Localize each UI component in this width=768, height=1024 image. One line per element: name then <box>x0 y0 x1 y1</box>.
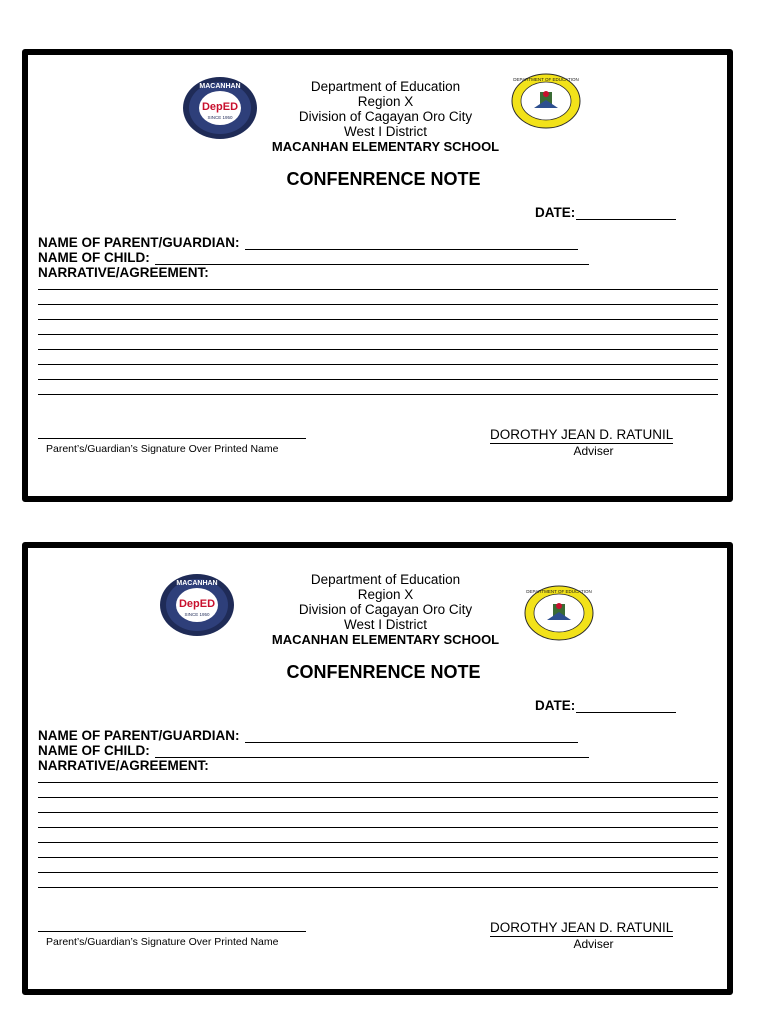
narrative-line[interactable] <box>38 289 718 290</box>
adviser-role: Adviser <box>573 937 614 951</box>
child-blank[interactable] <box>155 745 589 758</box>
school-seal-logo <box>158 572 236 638</box>
date-label: DATE: <box>535 205 576 220</box>
school-seal-logo <box>181 75 259 141</box>
narrative-label: NARRATIVE/AGREEMENT: <box>38 758 209 773</box>
narrative-line[interactable] <box>38 827 718 828</box>
narrative-label: NARRATIVE/AGREEMENT: <box>38 265 209 280</box>
seal-small-text: SINCE 1950 <box>184 612 210 617</box>
deped-seal-logo <box>523 584 595 642</box>
narrative-line[interactable] <box>38 782 718 783</box>
child-field[interactable] <box>38 743 589 758</box>
seal-top-text: MACANHAN <box>176 580 218 587</box>
adviser-role: Adviser <box>573 444 614 458</box>
narrative-line[interactable] <box>38 379 718 380</box>
narrative-line[interactable] <box>38 304 718 305</box>
parent-blank[interactable] <box>245 730 578 743</box>
narrative-line[interactable] <box>38 394 718 395</box>
narrative-line[interactable] <box>38 857 718 858</box>
narrative-line[interactable] <box>38 842 718 843</box>
adviser-name: DOROTHY JEAN D. RATUNIL <box>490 427 674 442</box>
signature-caption: Parent’s/Guardian’s Signature Over Printed Name <box>46 936 279 948</box>
narrative-line[interactable] <box>38 887 718 888</box>
child-field[interactable] <box>38 250 589 265</box>
parent-field[interactable] <box>38 728 578 743</box>
letterhead-region: Region X <box>357 587 414 602</box>
date-label: DATE: <box>535 698 576 713</box>
seal-small-text: SINCE 1950 <box>207 115 233 120</box>
deped-ring-text: DEPARTMENT OF EDUCATION <box>526 589 592 594</box>
narrative-line[interactable] <box>38 319 718 320</box>
date-field[interactable] <box>535 205 676 220</box>
letterhead-region: Region X <box>357 94 414 109</box>
seal-top-text: MACANHAN <box>199 83 241 90</box>
parent-label: NAME OF PARENT/GUARDIAN: <box>38 728 240 743</box>
parent-field[interactable] <box>38 235 578 250</box>
note-title: CONFENRENCE NOTE <box>286 662 481 682</box>
narrative-line[interactable] <box>38 797 718 798</box>
letterhead-division: Division of Cagayan Oro City <box>298 602 473 617</box>
child-blank[interactable] <box>155 252 589 265</box>
deped-seal-logo <box>510 72 582 130</box>
signature-line[interactable] <box>38 931 306 932</box>
date-blank[interactable] <box>576 699 676 713</box>
narrative-line[interactable] <box>38 364 718 365</box>
letterhead-district: West I District <box>343 124 427 139</box>
signature-caption: Parent’s/Guardian’s Signature Over Printed Name <box>46 443 279 455</box>
narrative-line[interactable] <box>38 349 718 350</box>
letterhead-school: MACANHAN ELEMENTARY SCHOOL <box>271 139 500 154</box>
narrative-label-row <box>38 758 209 773</box>
narrative-line[interactable] <box>38 334 718 335</box>
note-title: CONFENRENCE NOTE <box>286 169 481 189</box>
seal-center-text: DepED <box>178 598 216 610</box>
conference-note-card <box>22 49 733 502</box>
parent-label: NAME OF PARENT/GUARDIAN: <box>38 235 240 250</box>
adviser-name: DOROTHY JEAN D. RATUNIL <box>490 920 674 935</box>
child-label: NAME OF CHILD: <box>38 743 150 758</box>
signature-line[interactable] <box>38 438 306 439</box>
letterhead-school: MACANHAN ELEMENTARY SCHOOL <box>271 632 500 647</box>
letterhead-district: West I District <box>343 617 427 632</box>
narrative-line[interactable] <box>38 812 718 813</box>
conference-note-card <box>22 542 733 995</box>
narrative-label-row <box>38 265 209 280</box>
child-label: NAME OF CHILD: <box>38 250 150 265</box>
narrative-line[interactable] <box>38 872 718 873</box>
date-field[interactable] <box>535 698 676 713</box>
parent-blank[interactable] <box>245 237 578 250</box>
letterhead-department: Department of Education <box>310 572 461 587</box>
letterhead-department: Department of Education <box>310 79 461 94</box>
date-blank[interactable] <box>576 206 676 220</box>
seal-center-text: DepED <box>201 101 239 113</box>
letterhead-division: Division of Cagayan Oro City <box>298 109 473 124</box>
deped-ring-text: DEPARTMENT OF EDUCATION <box>513 77 579 82</box>
